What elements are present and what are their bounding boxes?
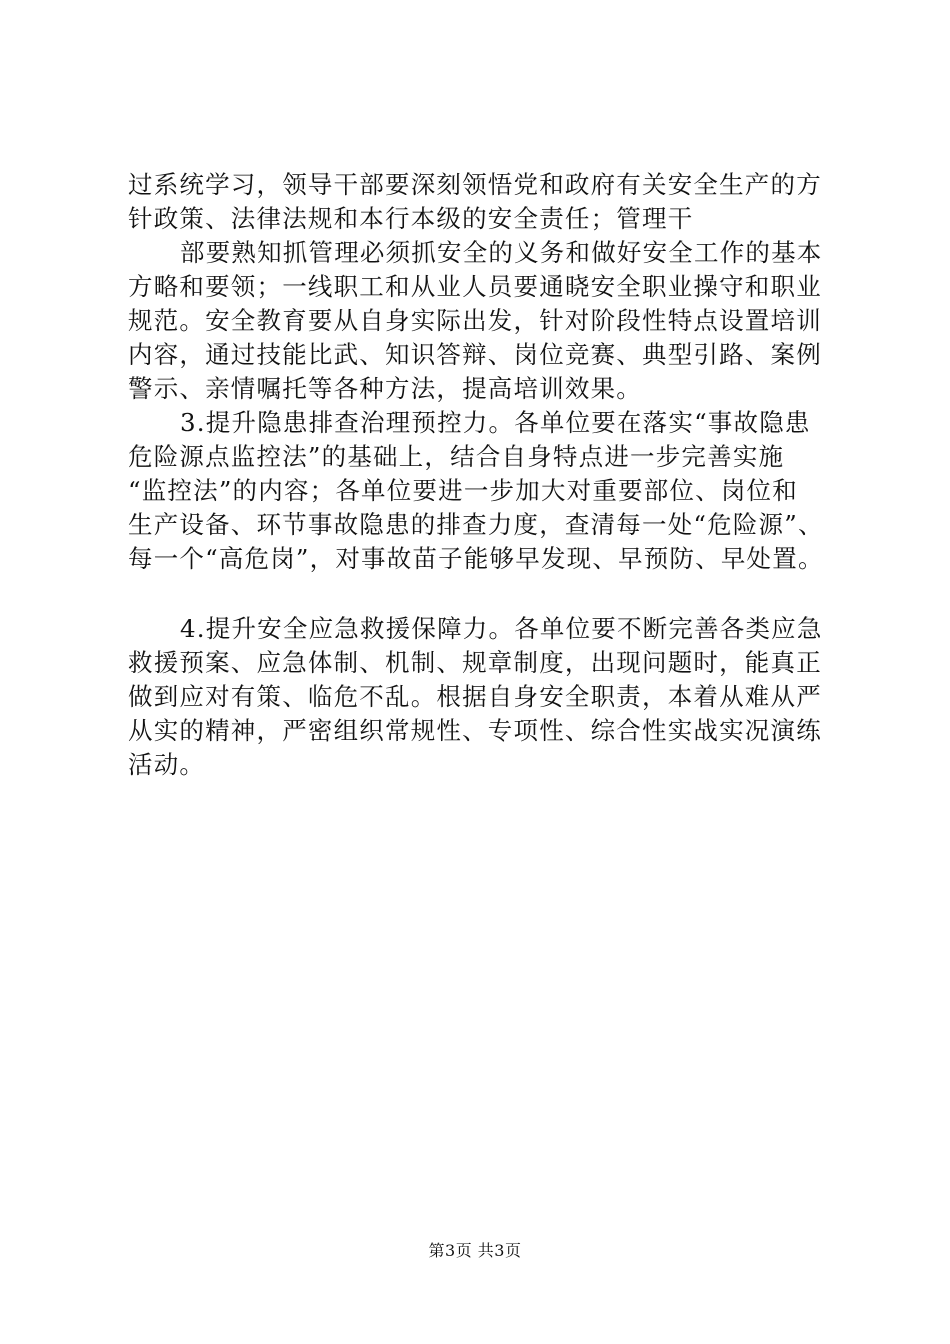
paragraph-4: [128, 612, 828, 782]
text-line: 过系统学习，领导干部要深刻领悟党和政府有关安全生产的方: [128, 170, 822, 199]
text-line: 做到应对有策、临危不乱。根据自身安全职责，本着从难从严: [128, 682, 822, 711]
text-line: 内容，通过技能比武、知识答辩、岗位竞赛、典型引路、案例: [128, 340, 822, 369]
text-line: 救援预案、应急体制、机制、规章制度，出现问题时，能真正: [128, 648, 822, 677]
page-footer: [0, 1240, 950, 1262]
page-number: 第3页 共3页: [428, 1241, 522, 1260]
text-line: 活动。: [128, 750, 206, 779]
text-line: 针政策、法律法规和本行本级的安全责任；管理干: [128, 204, 694, 233]
paragraph-1: [128, 168, 828, 236]
text-line: 每一个“高危岗”，对事故苗子能够早发现、早预防、早处置。: [128, 544, 824, 573]
text-line: 3.提升隐患排查治理预控力。各单位要在落实“事故隐患: [180, 408, 811, 437]
text-line: 4.提升安全应急救援保障力。各单位要不断完善各类应急: [180, 614, 823, 643]
text-line: 警示、亲情嘱托等各种方法，提高培训效果。: [128, 374, 642, 403]
paragraph-3: [128, 406, 828, 576]
paragraph-spacer: [128, 576, 828, 612]
text-line: 从实的精神，严密组织常规性、专项性、综合性实战实况演练: [128, 716, 822, 745]
text-line: 方略和要领；一线职工和从业人员要通晓安全职业操守和职业: [128, 272, 822, 301]
paragraph-2: [128, 236, 828, 406]
text-line: 部要熟知抓管理必须抓安全的义务和做好安全工作的基本: [180, 238, 823, 267]
text-line: “监控法”的内容；各单位要进一步加大对重要部位、岗位和: [128, 476, 798, 505]
text-line: 危险源点监控法”的基础上，结合自身特点进一步完善实施: [128, 442, 785, 471]
text-line: 生产设备、环节事故隐患的排查力度，查清每一处“危险源”、: [128, 510, 824, 539]
text-line: 规范。安全教育要从自身实际出发，针对阶段性特点设置培训: [128, 306, 822, 335]
document-body: [128, 168, 828, 782]
